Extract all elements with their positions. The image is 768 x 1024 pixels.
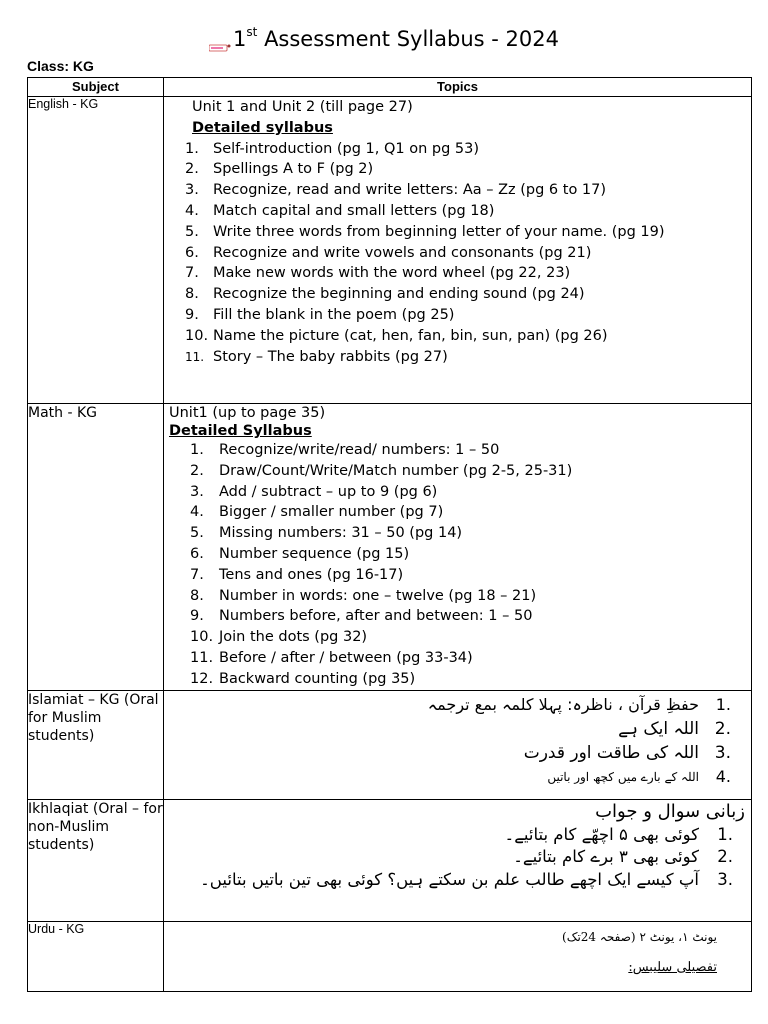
item-text: Recognize the beginning and ending sound (pg 24) [213,286,585,303]
item-number: 6. [185,244,199,261]
item-number: 11. [190,649,214,666]
item-text: Recognize and write vowels and consonants (pg 21) [213,244,592,261]
item-number: .4 [715,766,731,786]
list-item [164,606,751,627]
subject-ikhlaqiat: Ikhlaqiat (Oral – for non-Muslim students) [28,799,164,921]
english-intro: Unit 1 and Unit 2 (till page 27) [192,99,413,115]
list-item [164,648,751,669]
item-number: 2. [185,161,199,178]
item-text: Recognize/write/read/ numbers: 1 – 50 [219,442,500,458]
item-text: Missing numbers: 31 – 50 (pg 14) [219,525,463,542]
item-text: کوئی بھی ۳ برے کام بتائیے۔ [513,847,699,867]
list-item [164,765,751,789]
item-number: 12. [190,670,214,687]
table-row-ikhlaqiat [28,799,752,921]
list-item [164,846,751,869]
list-item [164,139,751,160]
list-item [164,159,751,180]
item-number: 10. [190,629,214,646]
item-text: اللہ ایک ہے [618,718,699,739]
topics-urdu [164,921,752,991]
list-item [164,305,751,326]
islamiat-topic-list [164,693,751,789]
item-number: 8. [185,286,199,303]
list-item [164,243,751,264]
list-item [164,347,751,368]
item-number: .2 [717,847,733,867]
item-number: 1. [190,442,204,458]
subject-islamiat: Islamiat – KG (Oral for Muslim students) [28,690,164,799]
list-item [164,565,751,586]
math-topic-list [164,440,751,690]
item-number: 6. [190,545,204,562]
topics-english [164,97,752,404]
item-text: Self-introduction (pg 1, Q1 on pg 53) [213,140,480,157]
table-row-math [28,404,752,691]
list-item [164,669,751,690]
item-number: .3 [717,869,733,889]
item-text: Story – The baby rabbits (pg 27) [213,348,448,365]
page-title [0,27,768,51]
item-text: Match capital and small letters (pg 18) [213,202,495,219]
item-text: اللہ کی طاقت اور قدرت [523,742,699,763]
math-heading: Detailed Syllabus [169,423,312,439]
item-text: حفظِ قرآن ، ناظرہ: پہلا کلمہ بمع ترجمہ [427,694,699,714]
item-number: 4. [185,202,199,219]
title-ordinal: 1 [233,27,247,51]
item-text: Tens and ones (pg 16-17) [219,566,404,583]
topics-islamiat [164,690,752,799]
list-item [164,482,751,503]
item-number: 9. [185,306,199,323]
list-item [164,544,751,565]
list-item [164,586,751,607]
title-text: Assessment Syllabus - 2024 [264,27,559,51]
topics-math [164,404,752,691]
item-number: 1. [185,140,199,157]
item-text: Name the picture (cat, hen, fan, bin, sun, pan) (pg 26) [213,327,608,344]
item-text: Make new words with the word wheel (pg 22, 23) [213,265,571,282]
english-topic-list [164,139,751,368]
item-number: 9. [190,608,204,625]
english-heading: Detailed syllabus [192,119,333,136]
list-item [164,627,751,648]
item-text: Numbers before, after and between: 1 – 50 [219,608,533,625]
item-text: Add / subtract – up to 9 (pg 6) [219,483,438,500]
header-subject: Subject [28,78,164,97]
item-number: 5. [190,525,204,542]
item-number: 10. [185,327,209,344]
math-intro: Unit1 (up to page 35) [169,405,326,421]
table-row-english [28,97,752,404]
list-item [164,741,751,765]
item-text: کوئی بھی ۵ اچھّے کام بتائیے۔ [504,824,699,844]
list-item [164,180,751,201]
list-item [164,717,751,741]
list-item [164,326,751,347]
item-number: .2 [714,718,731,739]
ikhlaqiat-intro: زبانی سوال و جواب [595,800,745,822]
item-text: Draw/Count/Write/Match number (pg 2-5, 25-31) [219,462,573,479]
list-item [164,502,751,523]
list-item [164,284,751,305]
item-number: 3. [190,483,204,500]
logo-icon [209,33,231,41]
item-number: 7. [190,566,204,583]
item-number: 3. [185,182,199,199]
syllabus-table [27,77,752,992]
item-number: 5. [185,223,199,240]
item-number: 8. [190,587,204,604]
item-text: اللہ کے بارے میں کچھ اور باتیں [547,769,699,784]
item-number: 4. [190,504,204,521]
subject-urdu: Urdu - KG [28,921,164,991]
list-item [164,201,751,222]
list-item [164,440,751,461]
class-label: Class: KG [27,58,94,74]
subject-math: Math - KG [28,404,164,691]
item-number: .1 [715,694,731,714]
list-item [164,461,751,482]
item-number: 11. [185,349,205,364]
item-text: Fill the blank in the poem (pg 25) [213,306,455,323]
item-text: Join the dots (pg 32) [219,629,368,646]
list-item [164,263,751,284]
item-text: Number in words: one – twelve (pg 18 – 21) [219,587,537,604]
item-text: Spellings A to F (pg 2) [213,161,374,178]
topics-ikhlaqiat [164,799,752,921]
table-row-urdu [28,921,752,991]
urdu-heading: تفصیلی سلیبس: [628,959,717,975]
list-item [164,693,751,717]
urdu-units-line: یونٹ ۱، یونٹ ۲ (صفحہ 24تک) [562,929,717,944]
header-topics: Topics [164,78,752,97]
item-number: 2. [190,462,204,479]
item-text: Bigger / smaller number (pg 7) [219,504,444,521]
list-item [164,824,751,847]
title-ordinal-suffix: st [246,25,258,39]
table-row-islamiat [28,690,752,799]
item-number: .1 [717,824,733,844]
item-text: Write three words from beginning letter of your name. (pg 19) [213,223,665,240]
item-number: 7. [185,265,199,282]
item-text: Backward counting (pg 35) [219,670,416,687]
subject-english: English - KG [28,97,164,404]
list-item [164,222,751,243]
list-item [164,869,751,892]
list-item [164,523,751,544]
item-text: Before / after / between (pg 33-34) [219,649,473,666]
item-text: آپ کیسے ایک اچھے طالب علم بن سکتے ہیں؟ کوئی بھی تین باتیں بتائیں۔ [200,869,699,889]
ikhlaqiat-topic-list [164,824,751,892]
table-header-row [28,78,752,97]
item-text: Number sequence (pg 15) [219,545,410,562]
item-number: .3 [714,742,731,763]
item-text: Recognize, read and write letters: Aa – Zz (pg 6 to 17) [213,182,607,199]
